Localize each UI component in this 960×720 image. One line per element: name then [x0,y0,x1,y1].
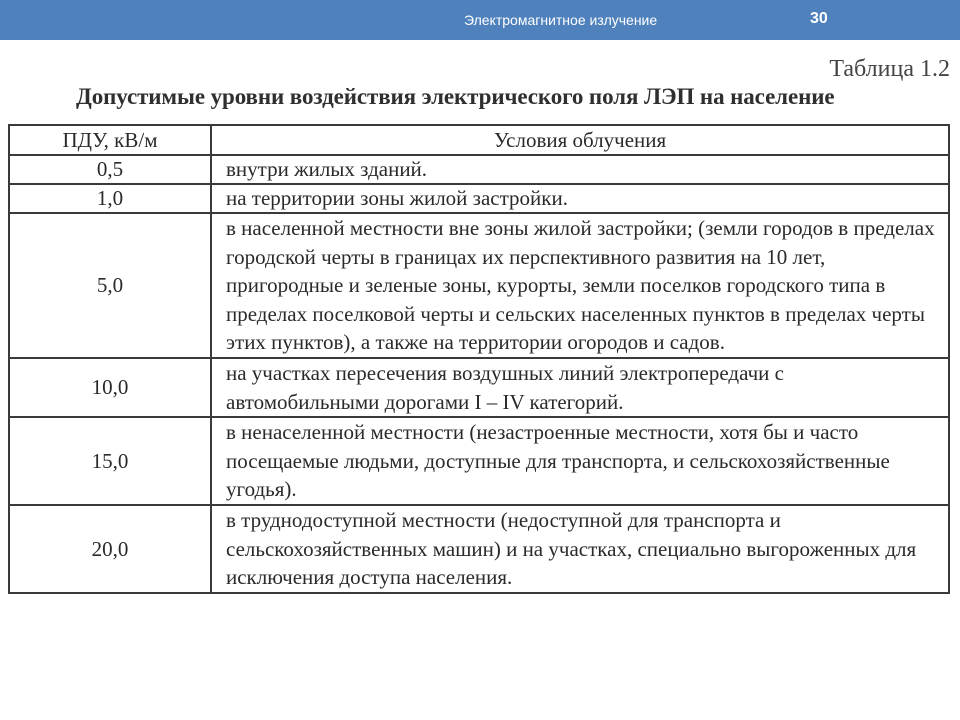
condition-cell: в труднодоступной местности (недоступной для транспорта и сельскохозяйственных машин) и на участках, специально выгороженных для исключения доступа населения. [211,505,949,593]
pdu-value-cell: 15,0 [9,417,211,505]
table-caption: Допустимые уровни воздействия электрического поля ЛЭП на население [76,84,835,109]
header-bar [0,0,960,40]
table-row [9,358,949,417]
pdu-value-cell: 20,0 [9,505,211,593]
slide-number: 30 [810,10,828,27]
table-row [9,155,949,184]
table-row [9,417,949,505]
condition-cell: в населенной местности вне зоны жилой застройки; (земли городов в пределах городской черты в границах их перспективного развития на 10 лет, пригородные и зеленые зоны, курорты, земли поселков городского типа в пределах поселковой черты и сельских населенных пунктов в пределах черты этих пунктов), а также на территории огородов и садов. [211,213,949,358]
condition-cell: в ненаселенной местности (незастроенные местности, хотя бы и часто посещаемые людьми, доступные для транспорта, и сельскохозяйственные угодья). [211,417,949,505]
table-row [9,505,949,593]
table-label: Таблица 1.2 [829,56,950,82]
column-header-conditions: Условия облучения [211,125,949,155]
header-title: Электромагнитное излучение [464,12,658,28]
condition-cell: на территории зоны жилой застройки. [211,184,949,213]
column-header-pdu: ПДУ, кВ/м [9,125,211,155]
pdu-value-cell: 0,5 [9,155,211,184]
table-row [9,184,949,213]
condition-cell: внутри жилых зданий. [211,155,949,184]
condition-cell: на участках пересечения воздушных линий электропередачи с автомобильными дорогами I – IV категорий. [211,358,949,417]
exposure-limits-table [8,124,950,594]
pdu-value-cell: 5,0 [9,213,211,358]
pdu-value-cell: 10,0 [9,358,211,417]
pdu-value-cell: 1,0 [9,184,211,213]
table-header-row [9,125,949,155]
table-row [9,213,949,358]
